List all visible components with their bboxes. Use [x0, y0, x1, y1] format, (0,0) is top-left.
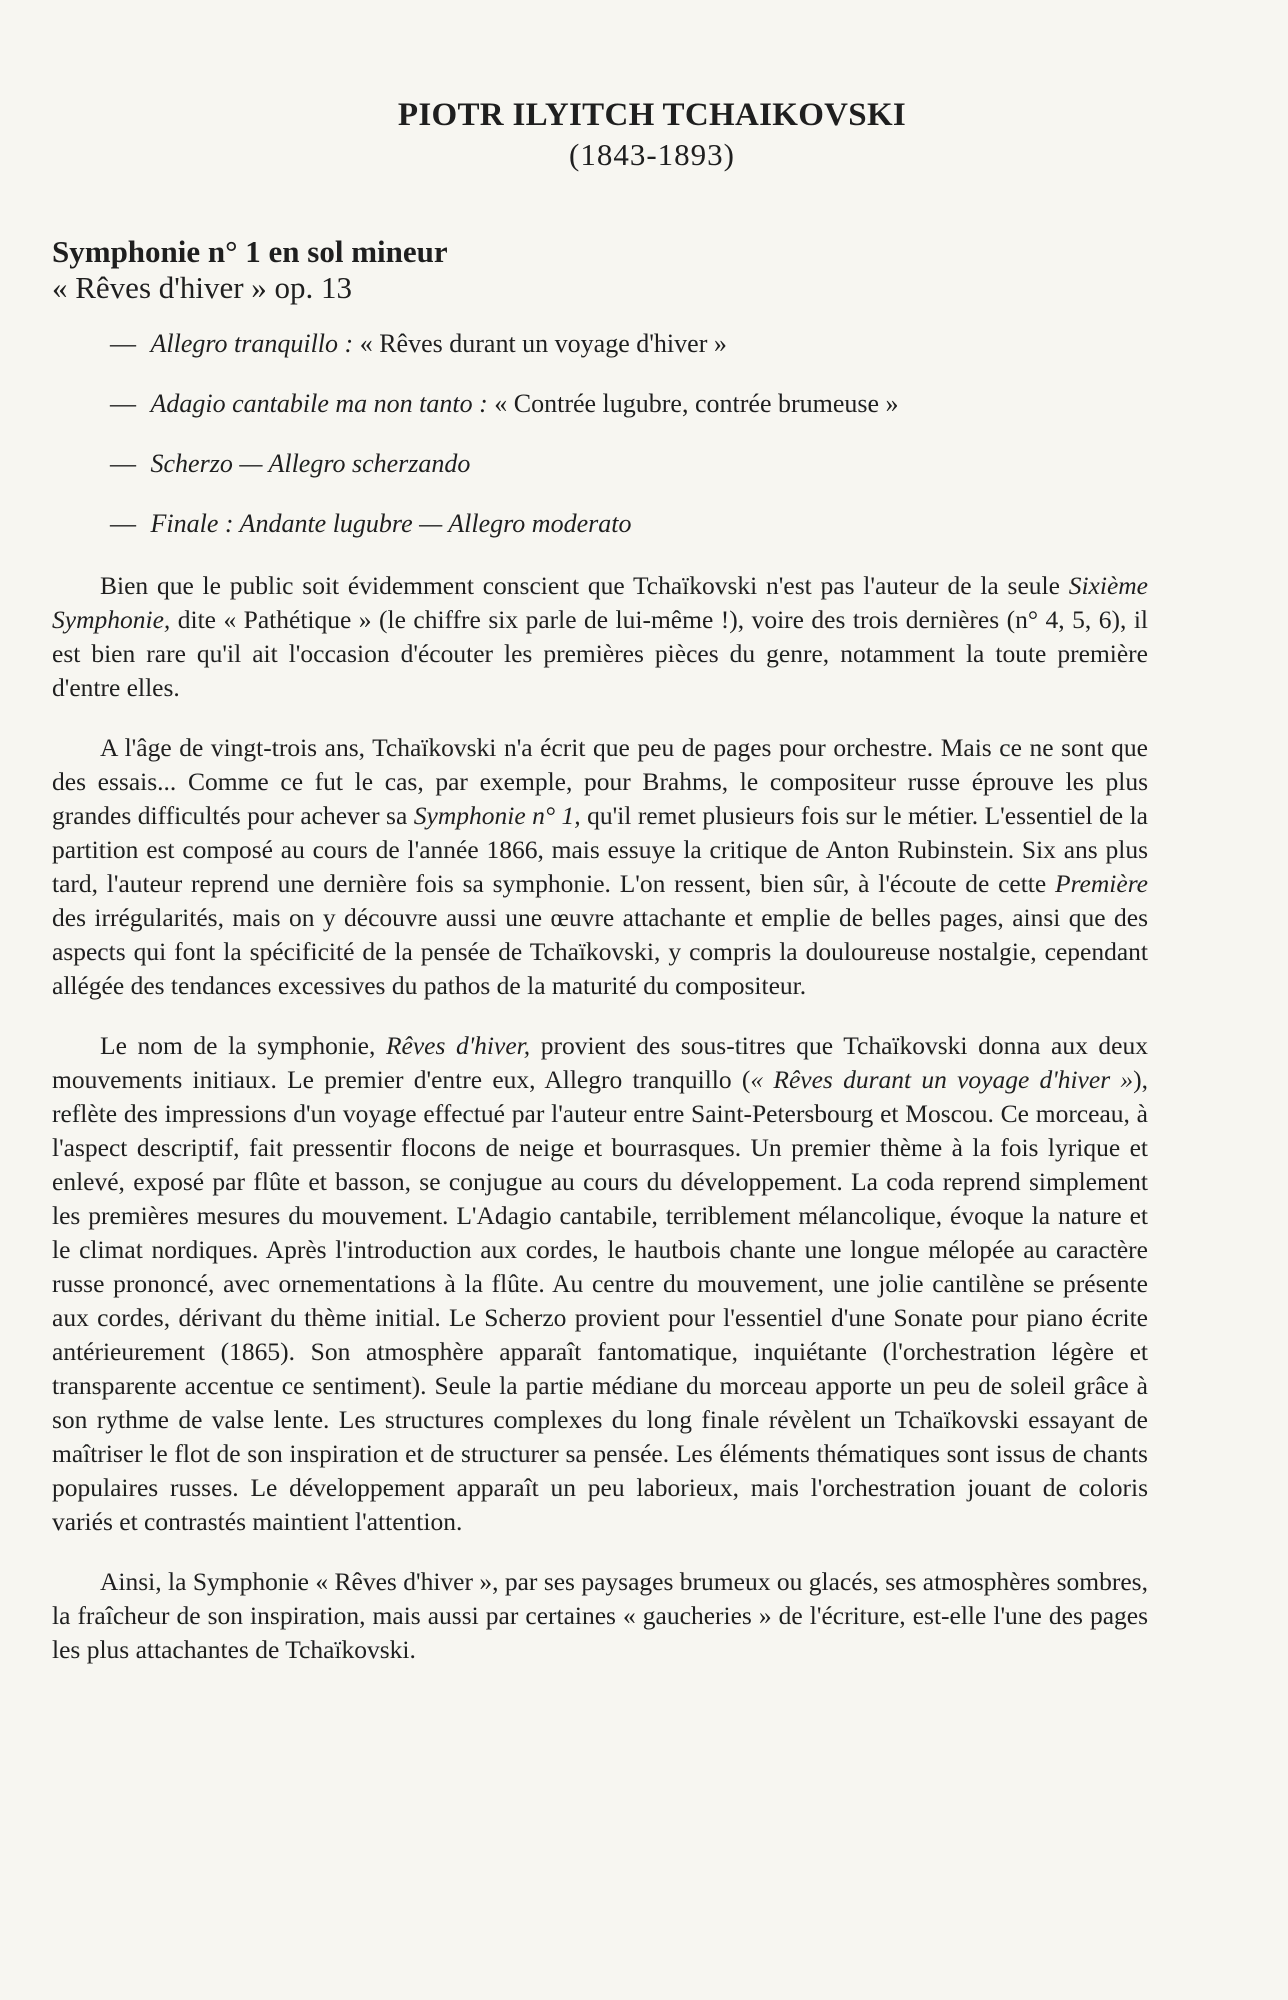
movement-dash: —	[110, 329, 136, 358]
text-run: Bien que le public soit évidemment conscient que Tchaïkovski n'est pas l'auteur de la seule	[100, 571, 1069, 600]
text-run: A l'âge de vingt-trois ans, Tchaïkovski n'a écrit que peu de pages pour orchestre. Mais ce ne sont que des essais... Comme ce fut le cas, par exemple, pour Brahms, le compositeur russe éprouve les plus grandes difficultés pour achever sa	[52, 733, 1148, 830]
movement-item	[110, 389, 1148, 419]
movement-list	[110, 329, 1148, 539]
movement-tempo: Adagio cantabile ma non tanto :	[150, 389, 488, 418]
paragraph-analysis	[52, 1029, 1148, 1539]
movement-description: « Rêves durant un voyage d'hiver »	[359, 329, 727, 358]
paragraph-history	[52, 731, 1148, 1003]
text-run: des irrégularités, mais on y découvre aussi une œuvre attachante et emplie de belles pages, ainsi que des aspects qui font la spécificité de la pensée de Tchaïkovski, y compris la douloureuse nostalgie, cependant allégée des tendances excessives du pathos de la maturité du compositeur.	[52, 903, 1148, 1000]
movement-item	[110, 509, 1148, 539]
movement-tempo: Allegro tranquillo :	[150, 329, 354, 358]
italic-title: Symphonie n° 1,	[413, 801, 581, 830]
movement-description: « Contrée lugubre, contrée brumeuse »	[494, 389, 899, 418]
paragraph-conclusion	[52, 1565, 1148, 1667]
composer-dates: (1843-1893)	[569, 137, 735, 172]
work-title: Symphonie n° 1 en sol mineur	[52, 234, 448, 269]
text-run: qu'il remet plusieurs fois sur le métier. L'essentiel de la partition est composé au cours de l'année 1866, mais essuye la critique de Anton Rubinstein. Six ans plus tard, l'auteur reprend une dernière fois sa symphonie. L'on ressent, bien sûr, à l'écoute de cette	[52, 801, 1148, 898]
text-run: provient des sous-titres que Tchaïkovski donna aux deux mouvements initiaux. Le premier d'entre eux, Allegro tranquillo (	[52, 1031, 1148, 1094]
italic-title: Première	[1055, 869, 1148, 898]
movement-dash: —	[110, 449, 136, 478]
movement-dash: —	[110, 509, 136, 538]
movement-dash: —	[110, 389, 136, 418]
movement-item	[110, 449, 1148, 479]
movement-tempo: Scherzo — Allegro scherzando	[150, 449, 471, 478]
movement-item	[110, 329, 1148, 359]
text-run: Le nom de la symphonie,	[100, 1031, 386, 1060]
body-text	[52, 569, 1148, 1667]
movement-tempo: Finale : Andante lugubre — Allegro moderato	[150, 509, 632, 538]
text-run: dite « Pathétique » (le chiffre six parle de lui-même !), voire des trois dernières (n° 4, 5, 6), il est bien rare qu'il ait l'occasion d'écouter les premières pièces du genre, notamment la toute première d'entre elles.	[52, 605, 1148, 702]
italic-title: Rêves d'hiver,	[385, 1031, 531, 1060]
italic-title: Sixième Symphonie,	[52, 571, 1148, 634]
paragraph-intro	[52, 569, 1148, 705]
text-run: ), reflète des impressions d'un voyage effectué par l'auteur entre Saint-Petersbourg et Moscou. Ce morceau, à l'aspect descriptif, fait pressentir flocons de neige et bourrasques. Un premier thème à la fois lyrique et enlevé, exposé par flûte et basson, se conjugue au cours du développement. La coda reprend simplement les premières mesures du mouvement. L'Adagio cantabile, terriblement mélancolique, évoque la nature et le climat nordiques. Après l'introduction aux cordes, le hautbois chante une longue mélopée au caractère russe prononcé, avec ornementations à la flûte. Au centre du mouvement, une jolie cantilène se présente aux cordes, dérivant du thème initial. Le Scherzo provient pour l'essentiel d'une Sonate pour piano écrite antérieurement (1865). Son atmosphère apparaît fantomatique, inquiétante (l'orchestration légère et transparente accentue ce sentiment). Seule la partie médiane du morceau apporte un peu de soleil grâce à son rythme de valse lente. Les structures complexes du long finale révèlent un Tchaïkovski essayant de maîtriser le flot de son inspiration et de structurer sa pensée. Les éléments thématiques sont issus de chants populaires russes. Le développement apparaît un peu laborieux, mais l'orchestration jouant de coloris variés et contrastés maintient l'attention.	[52, 1065, 1148, 1536]
italic-title: « Rêves durant un voyage d'hiver »	[750, 1065, 1134, 1094]
composer-name: PIOTR ILYITCH TCHAIKOVSKI	[397, 97, 907, 133]
work-subtitle: « Rêves d'hiver » op. 13	[52, 270, 353, 305]
text-run: Ainsi, la Symphonie « Rêves d'hiver », par ses paysages brumeux ou glacés, ses atmosphères sombres, la fraîcheur de son inspiration, mais aussi par certaines « gaucheries » de l'écriture, est-elle l'une des pages les plus attachantes de Tchaïkovski.	[52, 1567, 1148, 1664]
